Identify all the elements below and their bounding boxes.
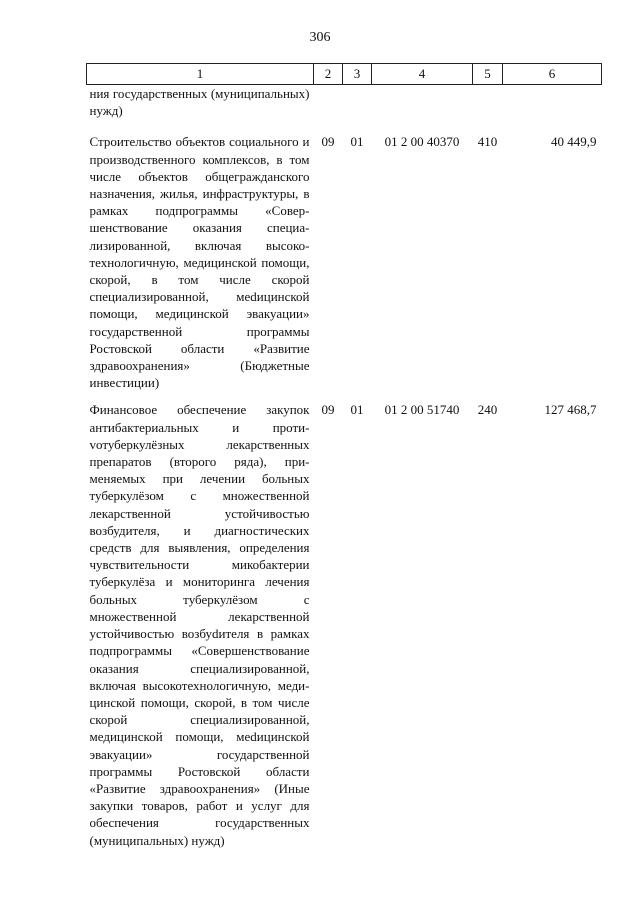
row-amount: 127 468,7: [544, 402, 597, 418]
row-expense-type-code: [473, 85, 503, 134]
table-row: [87, 133, 602, 391]
row-target-article-code: 01 2 00 40370: [384, 134, 460, 150]
column-header-1: 1: [87, 64, 314, 85]
column-header-3: 3: [343, 64, 372, 85]
table-body: [87, 85, 602, 849]
column-header-2: 2: [314, 64, 343, 85]
row-amount: [503, 85, 602, 134]
row-description: ния государственных (муниципальных) нужд): [89, 86, 310, 119]
table-row: [87, 85, 602, 134]
table-header: [87, 64, 602, 85]
row-subsection-code: 01: [350, 134, 364, 150]
row-expense-type-code: 240: [477, 402, 498, 418]
column-header-5: 5: [473, 64, 503, 85]
row-target-article-code: [372, 85, 473, 134]
budget-table: [86, 63, 602, 849]
row-spacer: [87, 391, 602, 401]
row-section-code: [314, 85, 343, 134]
row-expense-type-code: 410: [477, 134, 498, 150]
row-target-article-code: 01 2 00 51740: [384, 402, 460, 418]
row-section-code: 09: [321, 134, 335, 150]
row-subsection-code: [343, 85, 372, 134]
table-row: [87, 401, 602, 848]
page-number: 306: [309, 30, 331, 45]
column-header-4: 4: [372, 64, 473, 85]
row-subsection-code: 01: [350, 402, 364, 418]
column-header-6: 6: [503, 64, 602, 85]
row-description: Финансовое обеспечение закупок антибактериальных и протиvотуберкулёзных лекарственных препаратов (второго ряда), применяемых при лечении больных туберкулёзом с множественной лекарственной устойчивостью возбудителя, и диагностических средств для выявления, определения чувствительности микобактерии туберкулёза и мониторинга лечения больных туберкулёзом с множественной лекарственной устойчивостью возбуdителя в рамках подпрограммы «Совершенствование оказания специализированной, включая высокотехнологичную, медицинской помощи, скорой, в том числе скорой специализированной, медицинской помощи, меdицинской эвакуации» государственной программы Ростовской области «Развитие здравоохранения» (Иные закупки товаров, работ и услуг для обеспечения государственных (муниципальных) нужд): [89, 402, 310, 848]
row-amount: 40 449,9: [551, 134, 597, 150]
row-description: Строительство объектов социального и производственного комплексов, в том числе объектов общегражданского назначения, жилья, инфраструктуры, в рамках подпрограммы «Совершенствование оказания специализированной, включая высокотехнологичную, медицинской помощи, скорой, в том числе скорой специализированной, меdицинской помощи, медицинской эвакуации» государственной программы Ростовской области «Развитие здравоохранения» (Бюджетные инвестиции): [89, 134, 310, 391]
header-row: [87, 64, 602, 85]
row-section-code: 09: [321, 402, 335, 418]
